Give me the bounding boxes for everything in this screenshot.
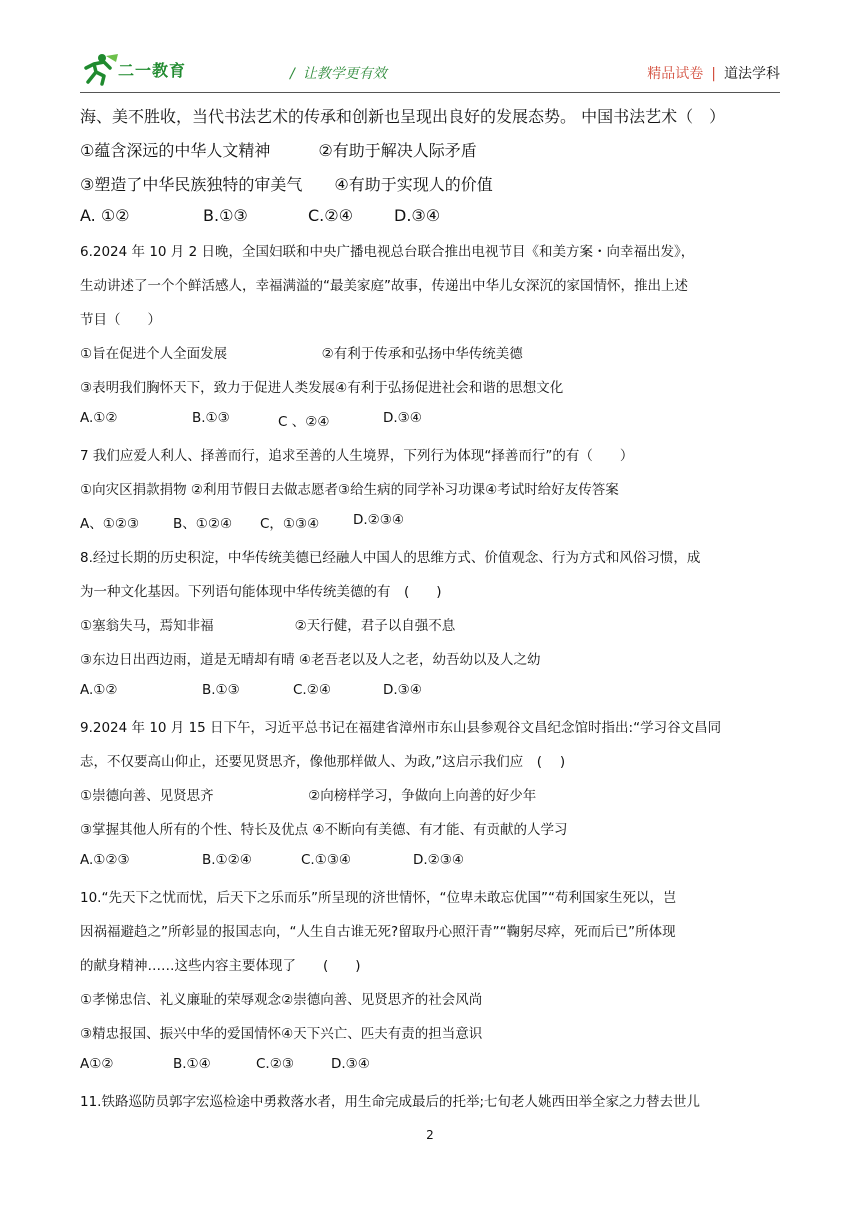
text-line: ③掌握其他人所有的个性、特长及优点 ④不断向有美德、有才能、有贡献的人学习 [80,822,568,838]
text-line: 的献身精神……这些内容主要体现了 ( ) [80,958,361,974]
text-line: 9.2024 年 10 月 15 日下午，习近平总书记在福建省漳州市东山县参观谷文昌纪念馆时指出:“学习谷文昌同 [80,720,722,736]
text-line: ①孝悌忠信、礼义廉耻的荣辱观念②崇德向善、见贤思齐的社会风尚 [80,992,483,1008]
page-number: 2 [426,1128,434,1142]
answer-option: D.③④ [383,682,422,698]
answer-option: B、①②④ [173,516,233,532]
slogan-text: 让教学更有效 [302,66,387,82]
text-line: ③塑造了中华民族独特的审美气 ④有助于实现人的价值 [80,175,493,194]
answer-option: A.①② [80,410,118,426]
text-line: 生动讲述了一个个鲜活感人，幸福满溢的“最美家庭”故事，传递出中华儿女深沉的家国情怀，推出上述 [80,278,688,294]
brand-logo [80,52,200,86]
text-line: 7 我们应爱人利人、择善而行，追求至善的人生境界，下列行为体现“择善而行”的有（ ） [80,448,634,464]
text-line: ①向灾区捐款捐物 ②利用节假日去做志愿者③给生病的同学补习功课④考试时给好友传答案 [80,482,619,498]
answer-option: C.②③ [256,1056,294,1072]
tag-label: 精品试卷 [647,66,704,82]
text-line: ①蕴含深远的中华人文精神 ②有助于解决人际矛盾 [80,141,477,160]
answer-option: A①② [80,1056,114,1072]
answer-options-row [80,1056,780,1078]
text-line: 6.2024 年 10 月 2 日晚，全国妇联和中央广播电视总台联合推出电视节目《和美方案・向幸福出发》， [80,244,695,260]
answer-option: C.①③④ [301,852,352,868]
text-line: 10.“先天下之忧而忧，后天下之乐而乐”所呈现的济世情怀，“位卑未敢忘优国”“苟利国家生死以，岂 [80,890,677,906]
answer-option: A.①②③ [80,852,130,868]
page-header [80,50,780,90]
slogan [290,63,387,83]
header-tags [647,63,780,83]
answer-option: A、①②③ [80,516,140,532]
answer-options-row [80,410,780,432]
answer-options-row [80,852,780,874]
header-divider [80,92,780,93]
answer-option: A. ①② [80,206,130,225]
answer-options-row [80,682,780,704]
text-line: ③表明我们胸怀天下，致力于促进人类发展④有利于弘扬促进社会和谐的思想文化 [80,380,564,396]
answer-options-row [80,206,780,228]
runner-logo-icon [80,52,120,86]
slogan-slash: / [290,66,295,82]
answer-option: B.①③ [192,410,230,426]
text-line: 志，不仅要高山仰止，还要见贤思齐，像他那样做人、为政,”这启示我们应 ( ) [80,754,566,770]
text-line: 11.铁路巡防员郭字宏巡检途中勇救落水者，用生命完成最后的托举;七旬老人姚西田举全家之力替去世儿 [80,1094,701,1110]
answer-option: B.①④ [173,1056,211,1072]
text-line: ③精忠报国、振兴中华的爱国情怀④天下兴亡、匹夫有责的担当意识 [80,1026,483,1042]
answer-options-row [80,512,780,534]
answer-option: A.①② [80,682,118,698]
subject-label: 道法学科 [724,66,780,82]
text-line: 为一种文化基因。下列语句能体现中华传统美德的有 ( ) [80,584,442,600]
text-line: ③东边日出西边雨，道是无晴却有晴 ④老吾老以及人之老，幼吾幼以及人之幼 [80,652,541,668]
answer-option: C 、②④ [278,414,330,430]
answer-option: B.①③ [202,682,240,698]
text-line: 海、美不胜收，当代书法艺术的传承和创新也呈现出良好的发展态势。 中国书法艺术（ ） [80,107,726,126]
answer-option: B.①②④ [202,852,252,868]
answer-option: D.③④ [331,1056,370,1072]
text-line: ①旨在促进个人全面发展 ②有利于传承和弘扬中华传统美德 [80,346,523,362]
text-line: 因祸福避趋之”所彰显的报国志向，“人生自古谁无死?留取丹心照汗青”“鞠躬尽瘁，死而后已”所体现 [80,924,676,940]
answer-option: B.①③ [203,206,248,225]
answer-option: D.②③④ [353,512,404,528]
answer-option: D.③④ [383,410,422,426]
brand-name: 二一教育 [118,61,187,80]
answer-option: C.②④ [293,682,331,698]
text-line: ①塞翁失马，焉知非福 ②天行健，君子以自强不息 [80,618,456,634]
answer-option: C.②④ [308,206,353,225]
answer-option: D.②③④ [413,852,464,868]
answer-option: D.③④ [394,206,441,225]
answer-option: C，①③④ [260,516,320,532]
text-line: 节目（ ） [80,312,161,328]
text-line: ①崇德向善、见贤思齐 ②向榜样学习，争做向上向善的好少年 [80,788,537,804]
text-line: 8.经过长期的历史积淀，中华传统美德已经融人中国人的思维方式、价值观念、行为方式和风俗习惯，成 [80,550,701,566]
tag-separator: | [711,66,716,82]
